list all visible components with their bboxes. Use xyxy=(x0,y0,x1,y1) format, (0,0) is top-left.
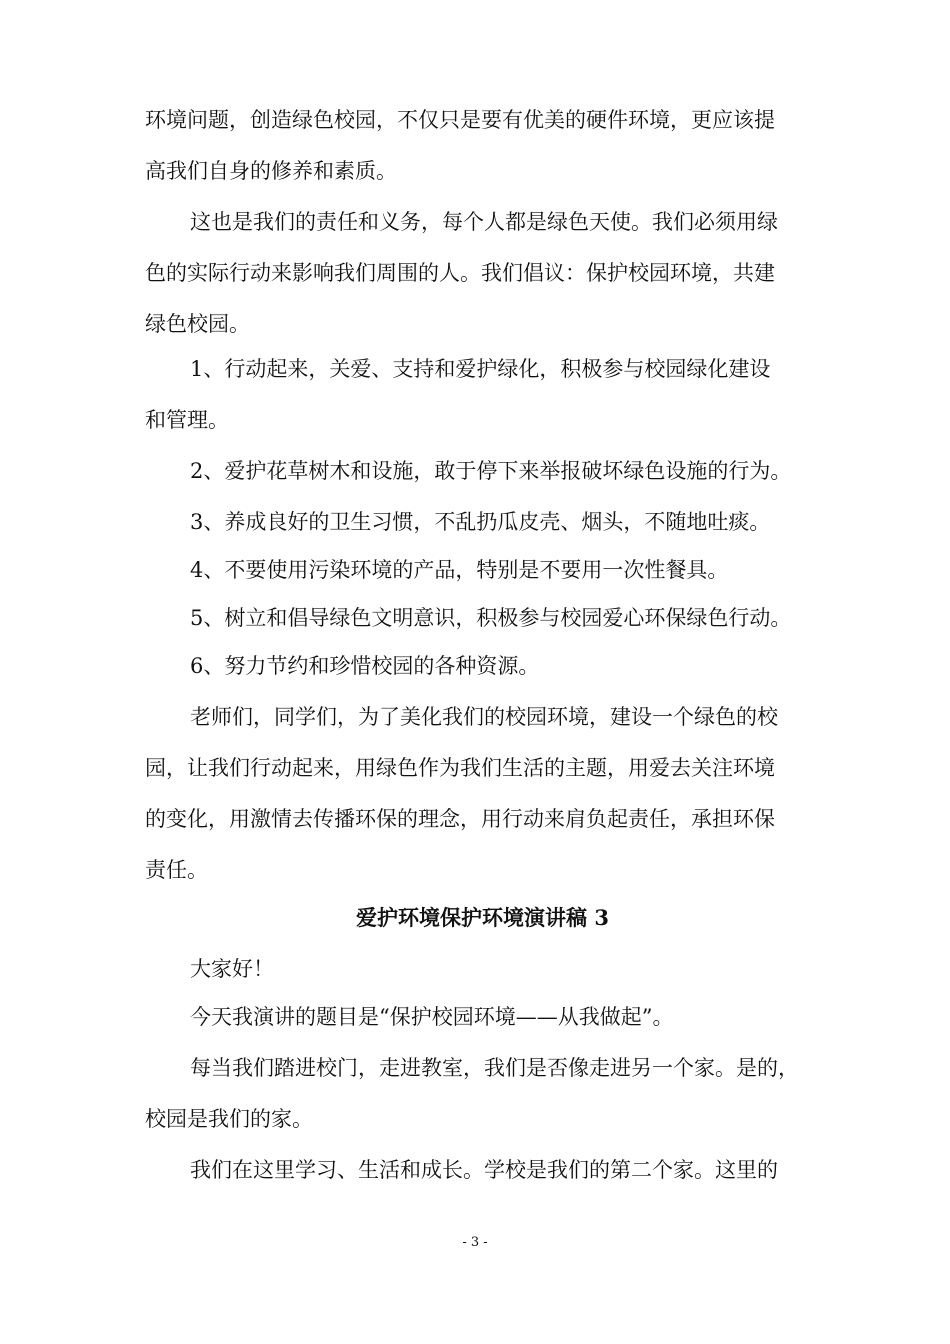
text-line: 这也是我们的责任和义务，每个人都是绿色天使。我们必须用绿 xyxy=(190,210,778,234)
page-number: - 3 - xyxy=(462,1235,488,1250)
text-line: 我们在这里学习、生活和成长。学校是我们的第二个家。这里的 xyxy=(190,1158,778,1182)
text-line: 色的实际行动来影响我们周围的人。我们倡议：保护校园环境，共建 xyxy=(145,261,775,285)
text-line: 1、行动起来，关爱、支持和爱护绿化，积极参与校园绿化建设 xyxy=(190,357,771,381)
text-line: 和管理。 xyxy=(145,408,229,432)
text-line: 校园是我们的家。 xyxy=(145,1107,313,1131)
text-line: 园，让我们行动起来，用绿色作为我们生活的主题，用爱去关注环境 xyxy=(145,756,775,780)
text-line: 6、努力节约和珍惜校园的各种资源。 xyxy=(190,654,540,678)
section-heading: 爱护环境保护环境演讲稿 3 xyxy=(356,905,609,930)
text-line: 老师们，同学们，为了美化我们的校园环境，建设一个绿色的校 xyxy=(190,705,778,729)
text-line: 每当我们踏进校门，走进教室，我们是否像走进另一个家。是的， xyxy=(190,1056,799,1080)
text-line: 4、不要使用污染环境的产品，特别是不要用一次性餐具。 xyxy=(190,558,729,582)
text-line: 2、爱护花草树木和设施，敢于停下来举报破坏绿色设施的行为。 xyxy=(190,459,792,483)
text-line: 大家好！ xyxy=(190,957,274,981)
text-line: 责任。 xyxy=(145,858,208,882)
text-line: 3、养成良好的卫生习惯，不乱扔瓜皮壳、烟头，不随地吐痰。 xyxy=(190,510,771,534)
text-line: 今天我演讲的题目是“保护校园环境——从我做起”。 xyxy=(190,1005,674,1029)
text-line: 环境问题，创造绿色校园，不仅只是要有优美的硬件环境，更应该提 xyxy=(145,108,775,132)
text-line: 高我们自身的修养和素质。 xyxy=(145,159,397,183)
text-line: 的变化，用激情去传播环保的理念，用行动来肩负起责任，承担环保 xyxy=(145,807,775,831)
text-line: 5、树立和倡导绿色文明意识，积极参与校园爱心环保绿色行动。 xyxy=(190,606,792,630)
text-line: 绿色校园。 xyxy=(145,312,250,336)
